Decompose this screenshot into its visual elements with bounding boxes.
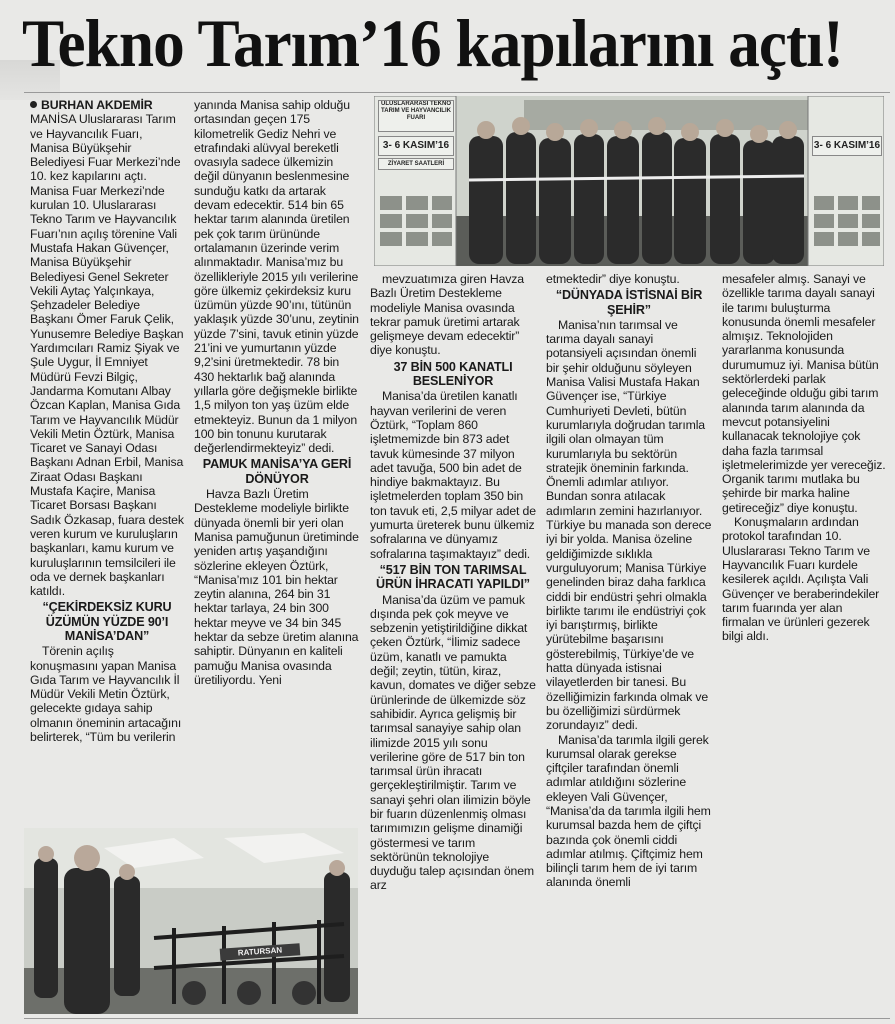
paragraph: yanında Manisa sahip olduğu ortasından geçen 175 kilometrelik Gediz Nehri ve etrafındaki alüvyal bereketli ovasıyla sadece ülkemizin değil dünyanın beslenmesine sunduğu katkı da artarak devam edecektir. 514 bin 65 hektar tarım alanında üretilen pek çok tarım ürününde ortalamanın üzerinde verim alınmaktadır. Manisa’mız bu özellikleriyle 2015 yılı verilerine göre ülkemiz çekirdeksiz kuru üzümün yüzde 90’ını, tütünün yaklaşık yüzde 30’unu, zeytinin yüzde 7’sini, tavuk etinin yüzde 21’ini ve yumurtanın yüzde 9,2’sini üretmektedir. 78 bin 430 hektarlık bağ alanında yıllarla göre değişmekle birlikte 1,5 milyon ton yaş üzüm elde etmekteyiz. Bunun da 1 milyon 100 bin tonunu kurutarak değerlendirmekteyiz” dedi.: [194, 98, 359, 456]
column-4: [546, 272, 712, 1018]
byline-text: BURHAN AKDEMİR: [41, 98, 153, 112]
column-5-body: [722, 272, 888, 644]
subheading: “DÜNYADA İSTİSNAİ BİR ŞEHİR”: [555, 288, 703, 317]
paragraph: Konuşmaların ardından protokol tarafından 10. Uluslararası Tekno Tarım ve Hayvancılık Fuarı kurdele kesilerek açıldı. Açılışta Vali Güvençer ve beraberindekiler tarım fuarında yer alan firmalan ve ürünleri gezerek bilgi aldı.: [722, 515, 880, 644]
column-1: [30, 98, 184, 828]
paragraph: Manisa’nın tarımsal ve tarıma dayalı sanayi potansiyeli açısından önemli bir şehir olduğunu söyleyen Manisa Valisi Mustafa Hakan Güvençer ise, “Türkiye Cumhuriyeti Devleti, bütün kurumlarıyla doğrudan tarımla ilgili olan olmayan tüm kurumlarıyla bu sektörün stratejik öneminin farkında. Önemli adımlar atılıyor. Bundan sonra atılacak adımların zemini hazırlanıyor. Türkiye bu manada son derece iyi bir yolda. Manisa özeline geldiğimizde sıklıkla vurguluyorum; Manisa Türkiye genelinden biraz daha farklıca ciddi bir endüstri şehri olmakla birlikte tarımı ile endüstriyi çok iyi barıştırmış, birlikte yürütebilme başarısını gösterebilmiş, Türkiye’de ve hatta dünyada istisnai vilayetlerden bir tanesi. Bu özelliğimizin farkında olmak ve bu özelliğimizi sürdürmek zorundayız” dedi.: [546, 317, 712, 733]
paragraph: Havza Bazlı Üretim Destekleme modeliyle birlikte dünyada önemli bir yeri olan Manisa pamuğunun üretiminde yeniden artış yaşandığını sözlerine ekleyen Öztürk, “Manisa’mız 101 bin hektar zeytin alanına, 264 bin 31 hektar tarlaya, 24 bin 300 hektar meyve ve 34 bin 345 hektar da sebze üretim alanına sahiptir. Dünyanın en kaliteli pamuğu Manisa ovasında üretiliyordu. Yeni: [194, 487, 359, 687]
subheading: 37 BİN 500 KANATLI BESLENİYOR: [393, 359, 513, 389]
column-4-body: [546, 272, 712, 890]
bullet-icon: [30, 101, 37, 108]
column-3-body: [370, 272, 536, 893]
paragraph: mesafeler almış. Sanayi ve özellikle tarıma dayalı sanayi ile tarımı buluşturma konusunda önemli mesafeler almışız. Teknolojiden yararlanma konusunda durumumuz iyi. Manisa bütün sektörlerdeki parlak geleceğinde olduğu gibi tarım alanında tarım alanında da mevcut potansiyelini kullanacak teknolojiye çok daha fazla tarımsal işletmelerimizde yer vereceğiz. Organik tarımı mutlaka bu şehirde bir marka haline getireceğiz” diye konuştu.: [722, 272, 886, 515]
byline: [30, 98, 184, 112]
paragraph: Manisa’da üzüm ve pamuk dışında pek çok meyve ve sebzenin yetiştirildiğine dikkat çeken Öztürk, “İlimiz sadece üzüm, kanatlı ve pamukta değil; zeytin, tütün, kiraz, kavun, domates ve diğer sebze ürünlerinde de ülkemizde söz sahibidir. Ayrıca gelişmiş bir tarımsal sanayiye sahip olan ilimizde 2015 yılı sonu verilerine göre de 517 bin ton tarımsal ürün ihracatı gerçekleştirilmiştir. Tarım ve sanayi şehri olan ilimizin böyle bir fuarın düzenlenmiş olması tarımımızın gelişme dinamiği göstermesi ve tarım sektörünün teknolojiye duyduğu talep açısından önem arz: [370, 592, 536, 893]
subheading: “517 BİN TON TARIMSAL ÜRÜN İHRACATI YAPILDI”: [376, 562, 530, 592]
paragraph: Törenin açılış konuşmasını yapan Manisa Gıda Tarım ve Hayvancılık İl Müdür Vekili Metin Öztürk, gelecekte gıdaya sahip olmanın öneminin artacağını belirterek, “Tüm bu verilerin: [30, 644, 182, 745]
sign-left-top: ULUSLARARASI TEKNO TARIM VE HAYVANCILIK FUARI: [378, 100, 454, 132]
paragraph: MANİSA Uluslararası Tarım ve Hayvancılık Fuarı, Manisa Büyükşehir Belediyesi Fuar Merkezi’nde 10. kez kapılarını açtı. Manisa Fuar Merkezi’nde kurulan 10. Uluslararası Tekno Tarım ve Hayvancılık Fuarı’nın açılış törenine Vali Mustafa Hakan Güvençer, Manisa Büyükşehir Belediyesi Genel Sekreter Vekili Aytaç Yalçınkaya, Şehzadeler Belediye Başkanı Ömer Faruk Çelik, Yunusemre Belediye Başkan Yardımcıları Ramiz Şiyak ve Şule Uygur, İl Emniyet Müdürü Fevzi Bilgiç, Jandarma Komutanı Albay Özcan Kaplan, Manisa Gıda Tarım ve Hayvancılık Müdür Vekili Metin Öztürk, Manisa Ticaret ve Sanayi Odası Başkanı Adnan Erbil, Manisa Ziraat Odası Başkanı Mustafa Kaçire, Manisa Ticaret Borsası Başkanı Sadık Özkasap, fuara destek veren kurum ve kuruluşların başkanları, kamu kurum ve kuruluşlarının temsilcileri ile oda ve dernek başkanları katıldı.: [30, 112, 184, 599]
machinery-illustration: [24, 828, 358, 1014]
sign-left-hours: ZİYARET SAATLERİ: [378, 158, 454, 170]
sign-left-date: 3- 6 KASIM’16: [378, 136, 454, 156]
machine-brand-label: RATURSAN: [220, 943, 301, 961]
bottom-rule: [24, 1018, 890, 1019]
column-1-body: [30, 112, 184, 744]
paragraph: Manisa’da tarımla ilgili gerek kurumsal olarak gerekse çiftçiler tarafından önemli adımlar atıldığını sözlerine ekleyen Vali Güvençer, “Manisa’da da tarımla ilgili hem kurumsal bazda hem de çiftçi bazında çok önemli ciddi adımlar atılmış. Çiftçimiz hem bilinçli tarım hem de iyi tarım alanında önemli: [546, 732, 711, 890]
subheading: “ÇEKİRDEKSİZ KURU ÜZÜMÜN YÜZDE 90’I MANİSA’DAN”: [42, 600, 172, 643]
headline-rule: [24, 92, 890, 93]
paragraph: etmektedir” diye konuştu.: [546, 272, 680, 286]
paragraph: mevzuatımıza giren Havza Bazlı Üretim Destekleme modeliyle Manisa ovasında tekrar pamuk üretimi artarak gelişmeye devam edecektir” diye konuştu.: [370, 272, 524, 358]
column-2-body: [194, 98, 360, 687]
column-5: [722, 272, 888, 712]
paragraph: Manisa’da üretilen kanatlı hayvan verilerini de veren Öztürk, “Toplam 860 işletmemizde bin 873 adet tavuk kümesinde 37 milyon adet tavuğa, 500 bin adet de hindiye bakmaktayız. Bu işletmelerden toplam 350 bin ton tavuk eti, 2,5 milyar adet de yumurta üreterek bunu ülkemiz sofralarına ve dünyamız sofralarına taşımaktayız” dedi.: [370, 389, 536, 561]
column-3: [370, 272, 536, 1018]
headline: Tekno Tarım’16 kapılarını açtı!: [22, 5, 843, 81]
subheading: PAMUK MANİSA’YA GERİ DÖNÜYOR: [202, 457, 352, 486]
column-2: [194, 98, 360, 828]
sign-right-date: 3- 6 KASIM’16: [812, 136, 882, 156]
ribbon-cutting-photo: [374, 96, 884, 266]
machinery-photo: [24, 828, 358, 1014]
